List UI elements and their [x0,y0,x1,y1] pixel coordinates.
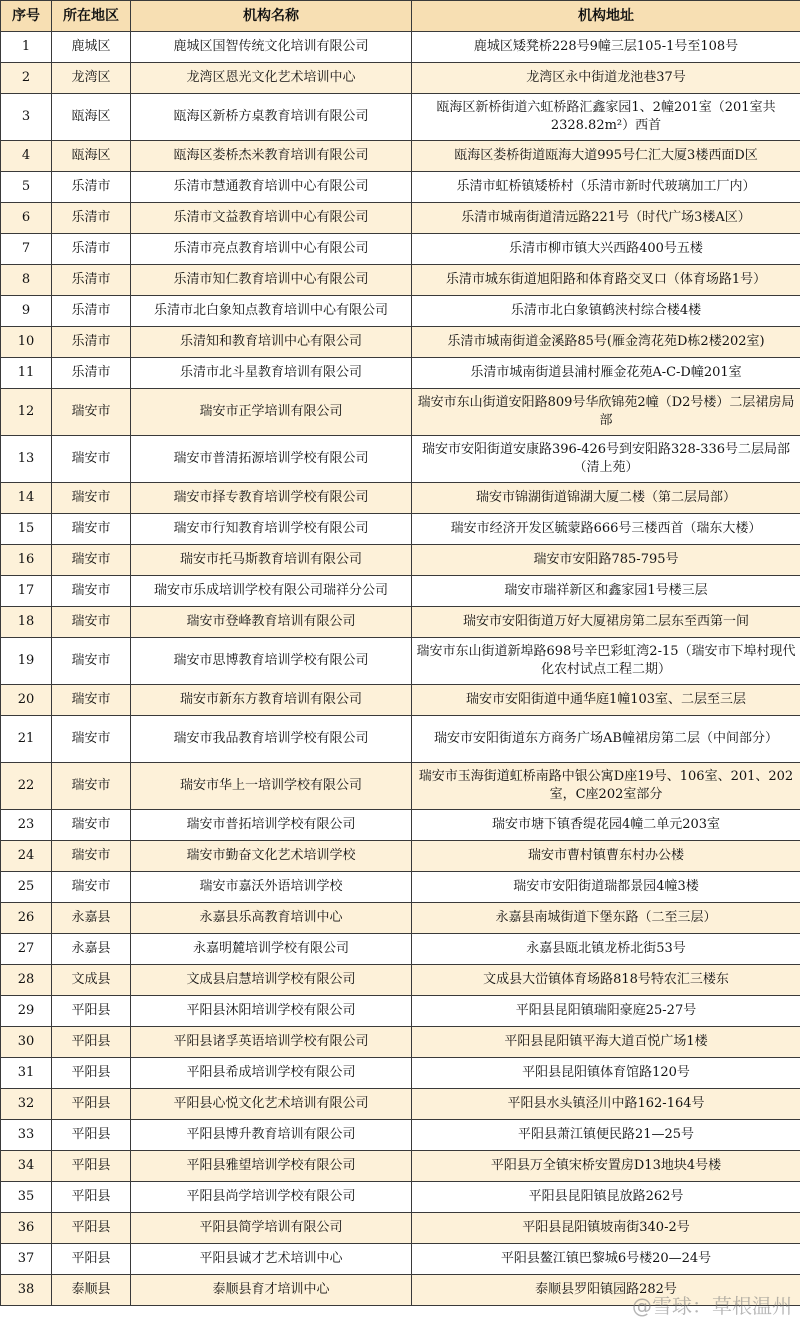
table-row [1,607,800,638]
cell-num: 8 [1,265,52,296]
cell-num: 38 [1,1275,52,1306]
cell-name: 平阳县简学培训有限公司 [131,1213,412,1244]
cell-address: 平阳县鳌江镇巴黎城6号楼20—24号 [412,1244,800,1275]
cell-num: 28 [1,965,52,996]
cell-name: 平阳县博升教育培训有限公司 [131,1120,412,1151]
cell-address: 乐清市柳市镇大兴西路400号五楼 [412,234,800,265]
table-body [1,32,800,1306]
cell-name: 瑞安市勤奋文化艺术培训学校 [131,841,412,872]
cell-num: 22 [1,763,52,810]
table-row [1,141,800,172]
cell-region: 瑞安市 [52,810,131,841]
cell-num: 37 [1,1244,52,1275]
cell-name: 永嘉县乐高教育培训中心 [131,903,412,934]
cell-region: 永嘉县 [52,903,131,934]
cell-name: 平阳县雅望培训学校有限公司 [131,1151,412,1182]
cell-num: 7 [1,234,52,265]
cell-num: 24 [1,841,52,872]
table-row [1,934,800,965]
cell-num: 10 [1,327,52,358]
cell-num: 26 [1,903,52,934]
cell-region: 乐清市 [52,327,131,358]
cell-address: 乐清市城东街道旭阳路和体育路交叉口（体育场路1号） [412,265,800,296]
cell-region: 乐清市 [52,172,131,203]
cell-region: 鹿城区 [52,32,131,63]
cell-address: 平阳县昆阳镇坡南街340-2号 [412,1213,800,1244]
cell-name: 瑞安市思博教育培训学校有限公司 [131,638,412,685]
cell-region: 平阳县 [52,1182,131,1213]
table-row [1,1275,800,1306]
table-row [1,94,800,141]
cell-address: 瑞安市安阳街道万好大厦裙房第二层东至西第一间 [412,607,800,638]
cell-num: 21 [1,716,52,763]
cell-num: 5 [1,172,52,203]
cell-name: 瑞安市华上一培训学校有限公司 [131,763,412,810]
table-row [1,63,800,94]
cell-address: 鹿城区矮凳桥228号9幢三层105-1号至108号 [412,32,800,63]
cell-address: 瑞安市东山街道新埠路698号辛巴彩虹湾2-15（瑞安市下埠村现代化农村试点工程二期） [412,638,800,685]
cell-address: 瑞安市安阳街道东方商务广场AB幢裙房第二层（中间部分） [412,716,800,763]
table-row [1,1027,800,1058]
cell-region: 永嘉县 [52,934,131,965]
table-row [1,685,800,716]
cell-address: 永嘉县瓯北镇龙桥北街53号 [412,934,800,965]
cell-num: 1 [1,32,52,63]
cell-num: 25 [1,872,52,903]
cell-address: 平阳县万全镇宋桥安置房D13地块4号楼 [412,1151,800,1182]
table-row [1,203,800,234]
cell-region: 泰顺县 [52,1275,131,1306]
cell-name: 瑞安市正学培训有限公司 [131,389,412,436]
cell-name: 泰顺县育才培训中心 [131,1275,412,1306]
table-row [1,483,800,514]
cell-region: 龙湾区 [52,63,131,94]
cell-name: 瑞安市托马斯教育培训有限公司 [131,545,412,576]
cell-region: 平阳县 [52,1089,131,1120]
table-row [1,545,800,576]
cell-address: 平阳县昆阳镇体育馆路120号 [412,1058,800,1089]
cell-name: 乐清市北白象知点教育培训中心有限公司 [131,296,412,327]
cell-address: 乐清市城南街道县浦村雁金花苑A-C-D幢201室 [412,358,800,389]
table-row [1,576,800,607]
cell-num: 18 [1,607,52,638]
cell-name: 乐清市慧通教育培训中心有限公司 [131,172,412,203]
cell-address: 瑞安市安阳路785-795号 [412,545,800,576]
cell-address: 乐清市城南街道清远路221号（时代广场3楼A区） [412,203,800,234]
header-name: 机构名称 [131,1,412,32]
cell-num: 3 [1,94,52,141]
cell-address: 瑞安市东山街道安阳路809号华欣锦苑2幢（D2号楼）二层裙房局部 [412,389,800,436]
cell-address: 平阳县昆阳镇平海大道百悦广场1楼 [412,1027,800,1058]
table-row [1,1058,800,1089]
cell-num: 23 [1,810,52,841]
table-row [1,1120,800,1151]
table-row [1,965,800,996]
cell-address: 瑞安市安阳街道中通华庭1幢103室、二层至三层 [412,685,800,716]
cell-region: 平阳县 [52,1027,131,1058]
table-row [1,1182,800,1213]
cell-name: 乐清市亮点教育培训中心有限公司 [131,234,412,265]
table-row [1,810,800,841]
cell-name: 平阳县心悦文化艺术培训有限公司 [131,1089,412,1120]
cell-num: 16 [1,545,52,576]
cell-region: 平阳县 [52,1151,131,1182]
cell-region: 瑞安市 [52,607,131,638]
header-region: 所在地区 [52,1,131,32]
cell-address: 平阳县昆阳镇瑞阳豪庭25-27号 [412,996,800,1027]
cell-name: 平阳县诸孚英语培训学校有限公司 [131,1027,412,1058]
table-row [1,514,800,545]
table-row [1,1151,800,1182]
cell-address: 文成县大峃镇体育场路818号特农汇三楼东 [412,965,800,996]
cell-name: 乐清市知仁教育培训中心有限公司 [131,265,412,296]
cell-region: 乐清市 [52,234,131,265]
cell-num: 20 [1,685,52,716]
table-row [1,716,800,763]
cell-region: 瑞安市 [52,685,131,716]
cell-region: 瑞安市 [52,576,131,607]
table-row [1,389,800,436]
table-row [1,358,800,389]
cell-region: 瑞安市 [52,638,131,685]
cell-address: 瑞安市塘下镇香缇花园4幢二单元203室 [412,810,800,841]
cell-address: 平阳县昆阳镇昆放路262号 [412,1182,800,1213]
cell-region: 平阳县 [52,996,131,1027]
table-row [1,763,800,810]
cell-region: 乐清市 [52,358,131,389]
cell-num: 19 [1,638,52,685]
cell-num: 14 [1,483,52,514]
cell-num: 34 [1,1151,52,1182]
cell-name: 瑞安市乐成培训学校有限公司瑞祥分公司 [131,576,412,607]
cell-address: 乐清市北白象镇鹤浃村综合楼4楼 [412,296,800,327]
cell-num: 35 [1,1182,52,1213]
cell-region: 瑞安市 [52,763,131,810]
cell-name: 平阳县尚学培训学校有限公司 [131,1182,412,1213]
cell-name: 瑞安市择专教育培训学校有限公司 [131,483,412,514]
cell-region: 平阳县 [52,1058,131,1089]
cell-region: 瑞安市 [52,841,131,872]
cell-address: 平阳县萧江镇便民路21—25号 [412,1120,800,1151]
cell-region: 平阳县 [52,1120,131,1151]
table-row [1,265,800,296]
cell-num: 2 [1,63,52,94]
cell-name: 瑞安市普清拓源培训学校有限公司 [131,436,412,483]
cell-address: 瓯海区娄桥街道瓯海大道995号仁汇大厦3楼西面D区 [412,141,800,172]
watermark: @雪球：草根温州 [632,1294,792,1318]
cell-num: 15 [1,514,52,545]
cell-name: 瓯海区新桥方桌教育培训有限公司 [131,94,412,141]
cell-num: 33 [1,1120,52,1151]
table-row [1,234,800,265]
cell-region: 平阳县 [52,1244,131,1275]
cell-num: 36 [1,1213,52,1244]
cell-name: 平阳县诚才艺术培训中心 [131,1244,412,1275]
cell-num: 4 [1,141,52,172]
cell-region: 平阳县 [52,1213,131,1244]
header-num: 序号 [1,1,52,32]
cell-num: 27 [1,934,52,965]
cell-address: 乐清市城南街道金溪路85号(雁金湾花苑D栋2楼202室) [412,327,800,358]
cell-region: 乐清市 [52,203,131,234]
table-row [1,996,800,1027]
cell-region: 瑞安市 [52,389,131,436]
cell-name: 瑞安市我品教育培训学校有限公司 [131,716,412,763]
cell-name: 瑞安市嘉沃外语培训学校 [131,872,412,903]
cell-address: 瑞安市玉海街道虹桥南路中银公寓D座19号、106室、201、202室，C座202室部分 [412,763,800,810]
table-row [1,903,800,934]
cell-region: 乐清市 [52,265,131,296]
cell-region: 瑞安市 [52,483,131,514]
table-row [1,1089,800,1120]
cell-name: 瑞安市新东方教育培训有限公司 [131,685,412,716]
cell-name: 瑞安市登峰教育培训有限公司 [131,607,412,638]
cell-name: 鹿城区国智传统文化培训有限公司 [131,32,412,63]
cell-address: 瓯海区新桥街道六虹桥路汇鑫家园1、2幢201室（201室共2328.82m²）西首 [412,94,800,141]
cell-address: 瑞安市锦湖街道锦湖大厦二楼（第二层局部） [412,483,800,514]
header-row [1,1,800,32]
cell-num: 30 [1,1027,52,1058]
cell-address: 瑞安市瑞祥新区和鑫家园1号楼三层 [412,576,800,607]
cell-region: 乐清市 [52,296,131,327]
cell-name: 平阳县沐阳培训学校有限公司 [131,996,412,1027]
cell-region: 瑞安市 [52,436,131,483]
table-row [1,1213,800,1244]
cell-region: 瑞安市 [52,514,131,545]
cell-name: 乐清市文益教育培训中心有限公司 [131,203,412,234]
cell-name: 乐清知和教育培训中心有限公司 [131,327,412,358]
cell-address: 瑞安市经济开发区毓蒙路666号三楼西首（瑞东大楼） [412,514,800,545]
cell-address: 瑞安市安阳街道安康路396-426号到安阳路328-336号二层局部（清上苑） [412,436,800,483]
cell-region: 瓯海区 [52,141,131,172]
cell-region: 瓯海区 [52,94,131,141]
cell-num: 6 [1,203,52,234]
cell-name: 瓯海区娄桥杰米教育培训有限公司 [131,141,412,172]
table-row [1,1244,800,1275]
cell-region: 瑞安市 [52,716,131,763]
cell-region: 瑞安市 [52,545,131,576]
cell-address: 乐清市虹桥镇矮桥村（乐清市新时代玻璃加工厂内） [412,172,800,203]
cell-address: 瑞安市曹村镇曹东村办公楼 [412,841,800,872]
cell-num: 12 [1,389,52,436]
table-row [1,638,800,685]
cell-address: 永嘉县南城街道下堡东路（二至三层） [412,903,800,934]
cell-address: 瑞安市安阳街道瑞都景园4幢3楼 [412,872,800,903]
cell-num: 31 [1,1058,52,1089]
table-row [1,172,800,203]
cell-num: 13 [1,436,52,483]
cell-num: 32 [1,1089,52,1120]
table-row [1,327,800,358]
cell-name: 文成县启慧培训学校有限公司 [131,965,412,996]
cell-num: 11 [1,358,52,389]
table-row [1,436,800,483]
cell-num: 17 [1,576,52,607]
cell-name: 龙湾区恩光文化艺术培训中心 [131,63,412,94]
table-row [1,32,800,63]
cell-name: 平阳县希成培训学校有限公司 [131,1058,412,1089]
cell-region: 文成县 [52,965,131,996]
table-row [1,841,800,872]
cell-name: 永嘉明麓培训学校有限公司 [131,934,412,965]
cell-num: 29 [1,996,52,1027]
cell-region: 瑞安市 [52,872,131,903]
cell-address: 龙湾区永中街道龙池巷37号 [412,63,800,94]
cell-name: 瑞安市普拓培训学校有限公司 [131,810,412,841]
cell-address: 泰顺县罗阳镇园路282号 [412,1275,800,1306]
cell-num: 9 [1,296,52,327]
cell-name: 瑞安市行知教育培训学校有限公司 [131,514,412,545]
cell-name: 乐清市北斗星教育培训有限公司 [131,358,412,389]
table-row [1,296,800,327]
header-address: 机构地址 [412,1,800,32]
table-row [1,872,800,903]
cell-address: 平阳县水头镇泾川中路162-164号 [412,1089,800,1120]
